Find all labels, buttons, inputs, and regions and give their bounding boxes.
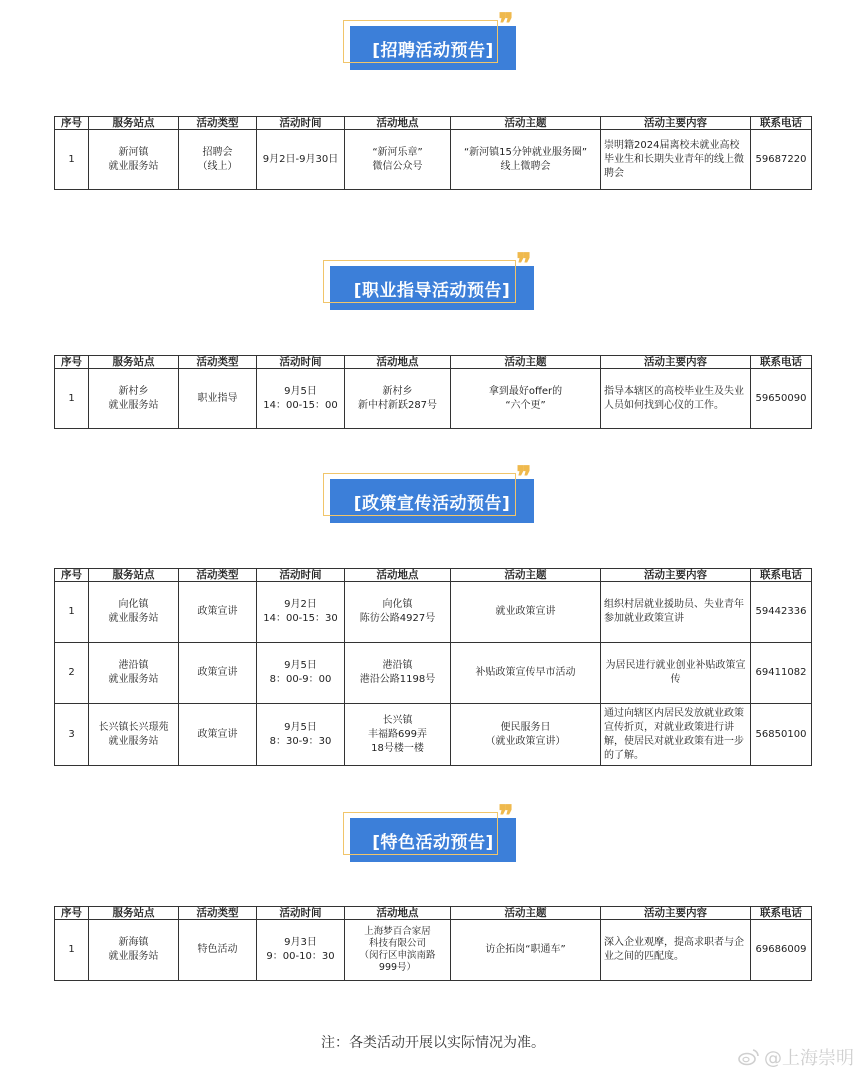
table-row [55,643,812,704]
table-header-row [55,569,812,582]
cell-phone: 59650090 [751,369,812,429]
table-row [55,130,812,190]
col-header: 活动主要内容 [601,569,751,582]
col-header: 活动主题 [451,907,601,920]
section-title-text: [政策宣传活动预告] [353,493,511,514]
cell-phone: 59442336 [751,582,812,643]
col-header: 服务站点 [89,569,179,582]
col-header: 活动地点 [345,907,451,920]
cell-station: 新村乡 就业服务站 [89,369,179,429]
col-header: 活动类型 [179,569,257,582]
watermark [738,1044,854,1070]
col-header: 活动类型 [179,117,257,130]
col-header: 活动类型 [179,907,257,920]
cell-location: 港沿镇 港沿公路1198号 [345,643,451,704]
section-title-featured [350,799,516,862]
col-header: 活动主要内容 [601,907,751,920]
col-header: 活动主要内容 [601,356,751,369]
cell-location: 向化镇 陈彷公路4927号 [345,582,451,643]
policy-table [54,568,812,766]
col-header: 活动地点 [345,356,451,369]
recruitment-table [54,116,812,190]
footnote: 注：各类活动开展以实际情况为准。 [321,1035,545,1051]
col-header: 服务站点 [89,356,179,369]
col-header: 活动主要内容 [601,117,751,130]
cell-phone: 69686009 [751,920,812,981]
section-title-text: [招聘活动预告] [372,40,494,61]
cell-index: 1 [55,920,89,981]
cell-time: 9月3日 9：00-10：30 [257,920,345,981]
cell-theme: 补贴政策宣传早市活动 [451,643,601,704]
cell-theme: 就业政策宣讲 [451,582,601,643]
section-title-text: [职业指导活动预告] [353,280,511,301]
cell-theme: 访企拓岗“职通车” [451,920,601,981]
cell-time: 9月5日 8：00-9：00 [257,643,345,704]
cell-station: 新河镇 就业服务站 [89,130,179,190]
cell-phone: 56850100 [751,704,812,766]
col-header: 活动主题 [451,356,601,369]
section-title-recruitment [350,7,516,70]
cell-station: 港沿镇 就业服务站 [89,643,179,704]
col-header: 联系电话 [751,356,812,369]
col-header: 联系电话 [751,569,812,582]
watermark-text: @上海崇明 [764,1048,854,1069]
col-header: 联系电话 [751,117,812,130]
quote-icon: ❞ [516,247,532,280]
table-row [55,369,812,429]
col-header: 序号 [55,356,89,369]
cell-type: 政策宣讲 [179,582,257,643]
cell-phone: 59687220 [751,130,812,190]
cell-theme: 便民服务日 （就业政策宣讲） [451,704,601,766]
col-header: 活动地点 [345,569,451,582]
quote-icon: ❞ [516,460,532,493]
col-header: 活动时间 [257,907,345,920]
col-header: 序号 [55,569,89,582]
table-row [55,582,812,643]
section-title-text: [特色活动预告] [372,832,494,853]
cell-station: 向化镇 就业服务站 [89,582,179,643]
cell-location: 长兴镇 丰福路699弄 18号楼一楼 [345,704,451,766]
cell-content: 指导本辖区的高校毕业生及失业人员如何找到心仪的工作。 [601,369,751,429]
cell-content: 深入企业观摩，提高求职者与企业之间的匹配度。 [601,920,751,981]
cell-index: 2 [55,643,89,704]
table-row [55,920,812,981]
cell-time: 9月2日 14：00-15：30 [257,582,345,643]
quote-icon: ❞ [498,799,514,832]
cell-index: 1 [55,369,89,429]
cell-location: 上海梦百合家居 科技有限公司 （闵行区申滨南路 999号） [345,920,451,981]
table-header-row [55,356,812,369]
table-header-row [55,907,812,920]
weibo-icon [738,1048,760,1066]
col-header: 活动地点 [345,117,451,130]
cell-content: 通过向辖区内居民发放就业政策宣传折页，对就业政策进行讲解，使居民对就业政策有进一步的了解。 [601,704,751,766]
cell-index: 3 [55,704,89,766]
cell-content: 为居民进行就业创业补贴政策宣传 [601,643,751,704]
cell-time: 9月5日 8：30-9：30 [257,704,345,766]
col-header: 服务站点 [89,907,179,920]
col-header: 活动时间 [257,117,345,130]
cell-location: “新河乐章” 微信公众号 [345,130,451,190]
cell-type: 职业指导 [179,369,257,429]
cell-index: 1 [55,582,89,643]
quote-icon: ❞ [498,7,514,40]
cell-time: 9月2日-9月30日 [257,130,345,190]
cell-type: 政策宣讲 [179,704,257,766]
col-header: 序号 [55,117,89,130]
section-title-policy [330,460,534,523]
cell-theme: “新河镇15分钟就业服务圈” 线上微聘会 [451,130,601,190]
col-header: 服务站点 [89,117,179,130]
col-header: 活动主题 [451,569,601,582]
col-header: 活动类型 [179,356,257,369]
cell-phone: 69411082 [751,643,812,704]
career-guidance-table [54,355,812,429]
col-header: 活动时间 [257,356,345,369]
cell-index: 1 [55,130,89,190]
featured-table [54,906,812,981]
table-row [55,704,812,766]
col-header: 联系电话 [751,907,812,920]
col-header: 活动主题 [451,117,601,130]
cell-theme: 拿到最好offer的 “六个更” [451,369,601,429]
cell-type: 政策宣讲 [179,643,257,704]
cell-station: 长兴镇长兴璟苑 就业服务站 [89,704,179,766]
col-header: 活动时间 [257,569,345,582]
cell-content: 组织村居就业援助员、失业青年参加就业政策宣讲 [601,582,751,643]
table-header-row [55,117,812,130]
section-title-career-guidance [330,247,534,310]
col-header: 序号 [55,907,89,920]
cell-type: 特色活动 [179,920,257,981]
cell-location: 新村乡 新中村新跃287号 [345,369,451,429]
cell-station: 新海镇 就业服务站 [89,920,179,981]
cell-time: 9月5日 14：00-15：00 [257,369,345,429]
cell-content: 崇明籍2024届离校未就业高校毕业生和长期失业青年的线上微聘会 [601,130,751,190]
cell-type: 招聘会 （线上） [179,130,257,190]
